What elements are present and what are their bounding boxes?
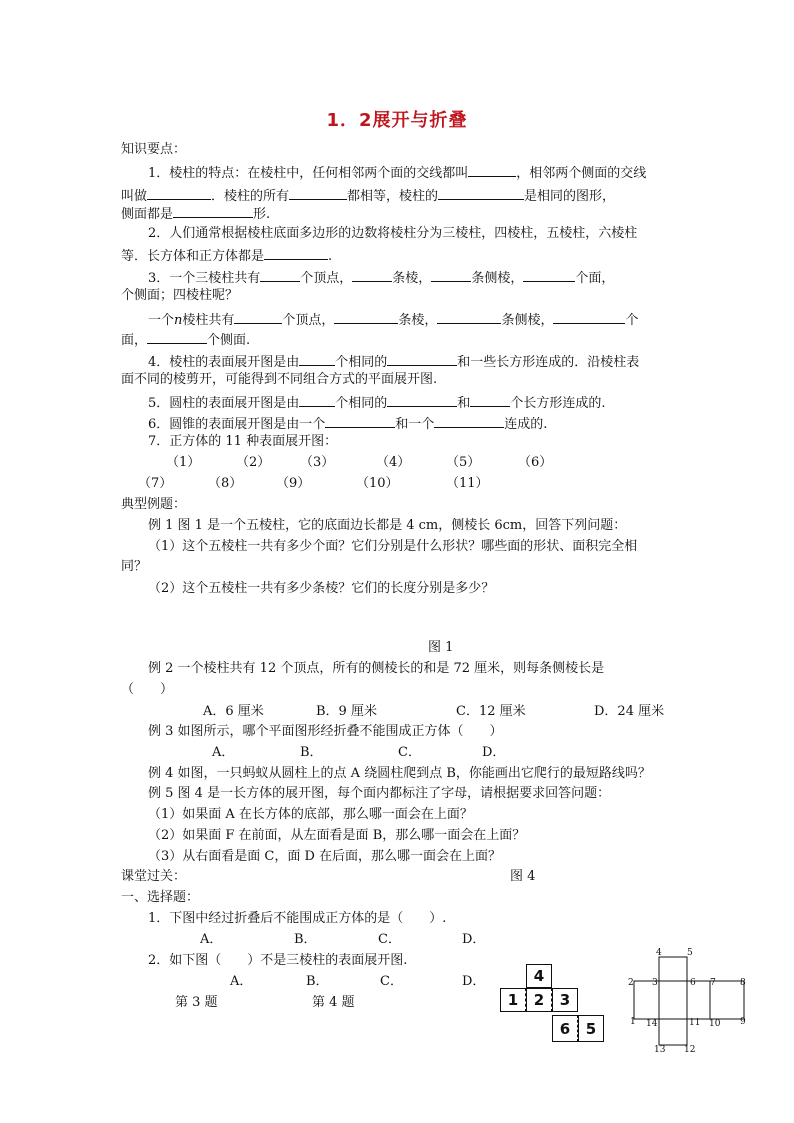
question-2-option-a: A． bbox=[230, 974, 253, 989]
example-1-line-3: 同？ bbox=[121, 559, 148, 574]
example-1-line-4: （2）这个五棱柱一共有多少条棱？它们的长度分别是多少？ bbox=[148, 581, 495, 596]
net-cell-1: 1 bbox=[500, 988, 526, 1012]
net-cell-4: 4 bbox=[526, 964, 552, 988]
question-1-option-b: B． bbox=[294, 932, 317, 947]
net-label-11: （11） bbox=[446, 476, 489, 491]
question-2-option-c: C． bbox=[380, 974, 403, 989]
net-label-7: （7） bbox=[138, 476, 173, 491]
knowledge-item-4-line-2: 面不同的棱剪开，可能得到不同组合方式的平面展开图. bbox=[121, 372, 438, 387]
net-label-9: （9） bbox=[276, 476, 311, 491]
net-cell-6: 6 bbox=[552, 1015, 578, 1042]
example-3-option-b: B． bbox=[300, 745, 323, 760]
question-1-option-d: D． bbox=[462, 932, 486, 947]
vertex-label-10: 10 bbox=[709, 1019, 721, 1029]
section-heading-knowledge: 知识要点： bbox=[121, 142, 187, 157]
knowledge-item-3-line-1: 3．一个三棱柱共有 个顶点， 条棱， 条侧棱， 个面， bbox=[148, 268, 614, 287]
vertex-label-11: 11 bbox=[689, 1018, 701, 1028]
vertex-label-5: 5 bbox=[687, 948, 693, 958]
knowledge-item-1-line-2: 叫做 ．棱柱的所有 都相等，棱柱的 是相同的图形， bbox=[121, 186, 615, 205]
example-3-option-d: D． bbox=[482, 745, 506, 760]
example-1-line-1: 例 1 图 1 是一个五棱柱，它的底面边长都是 4 cm，侧棱长 6cm，回答下列问题： bbox=[148, 518, 627, 533]
prism-net-figure bbox=[626, 948, 752, 1056]
example-3: 例 3 如图所示，哪个平面图形经折叠不能围成正方体（ ） bbox=[148, 724, 503, 739]
cube-net-figure bbox=[500, 964, 610, 1044]
example-1-line-2: （1）这个五棱柱一共有多少个面？它们分别是什么形状？哪些面的形状、面积完全相 bbox=[148, 539, 638, 554]
knowledge-item-3-line-3: 一个n棱柱共有 个顶点， 条棱， 条侧棱， 个 bbox=[148, 310, 638, 329]
net-label-8: （8） bbox=[208, 476, 243, 491]
example-5-question-2: （2）如果面 F 在前面，从左面看是面 B，那么哪一面会在上面？ bbox=[148, 828, 526, 843]
section-heading-examples: 典型例题： bbox=[121, 497, 187, 512]
example-3-option-c: C． bbox=[398, 745, 421, 760]
knowledge-item-3-line-2: 个侧面；四棱柱呢？ bbox=[121, 288, 239, 303]
net-cell-5: 5 bbox=[578, 1015, 604, 1042]
net-label-5: （5） bbox=[446, 455, 481, 470]
knowledge-item-5: 5．圆柱的表面展开图是由 个相同的 和 个长方形连成的. bbox=[148, 393, 605, 412]
net-label-3: （3） bbox=[300, 455, 335, 470]
net-cell-3: 3 bbox=[552, 988, 578, 1012]
example-5-question-1: （1）如果面 A 在长方体的底部，那么哪一面会在上面？ bbox=[148, 807, 473, 822]
knowledge-item-2-line-2: 等．长方体和正方体都是 . bbox=[121, 246, 332, 265]
knowledge-item-6: 6．圆锥的表面展开图是由一个 和一个 连成的. bbox=[148, 414, 547, 433]
vertex-label-14: 14 bbox=[646, 1019, 658, 1029]
figure-4-caption: 图 4 bbox=[510, 869, 536, 884]
question-1-option-c: C． bbox=[378, 932, 401, 947]
section-choice-heading: 一、选择题： bbox=[121, 890, 200, 905]
net-label-2: （2） bbox=[236, 455, 271, 470]
vertex-label-1: 1 bbox=[630, 1017, 636, 1027]
vertex-label-9: 9 bbox=[740, 1017, 746, 1027]
knowledge-item-1-line-1: 1．棱柱的特点：在棱柱中，任何相邻两个面的交线都叫 ，相邻两个侧面的交线 bbox=[148, 163, 646, 182]
example-2-option-a: A．6 厘米 bbox=[203, 704, 264, 719]
caption-question-4: 第 4 题 bbox=[312, 995, 355, 1010]
example-2-option-b: B．9 厘米 bbox=[316, 704, 377, 719]
net-label-10: （10） bbox=[356, 476, 399, 491]
question-1-option-a: A． bbox=[200, 932, 223, 947]
net-cell-2: 2 bbox=[526, 988, 552, 1012]
vertex-label-3: 3 bbox=[652, 978, 658, 988]
example-4: 例 4 如图，一只蚂蚁从圆柱上的点 A 绕圆柱爬到点 B，你能画出它爬行的最短路线吗？ bbox=[148, 766, 651, 781]
example-2-option-c: C．12 厘米 bbox=[456, 704, 526, 719]
question-2: 2．如下图（ ）不是三棱柱的表面展开图. bbox=[148, 953, 408, 968]
prism-net-lines bbox=[626, 948, 752, 1056]
knowledge-item-7: 7．正方体的 11 种表面展开图： bbox=[148, 434, 338, 449]
vertex-label-13: 13 bbox=[654, 1045, 666, 1055]
example-5: 例 5 图 4 是一长方体的展开图，每个面内都标注了字母，请根据要求回答问题： bbox=[148, 786, 611, 801]
example-3-option-a: A． bbox=[212, 745, 235, 760]
question-1: 1．下图中经过折叠后不能围成正方体的是（ ）. bbox=[148, 911, 447, 926]
example-2-option-d: D．24 厘米 bbox=[594, 704, 665, 719]
knowledge-item-2-line-1: 2．人们通常根据棱柱底面多边形的边数将棱柱分为三棱柱，四棱柱，五棱柱，六棱柱 bbox=[148, 226, 638, 241]
vertex-label-4: 4 bbox=[656, 948, 662, 958]
knowledge-item-1-line-3: 侧面都是 形. bbox=[121, 204, 270, 223]
question-2-option-d: D． bbox=[462, 974, 486, 989]
net-label-4: （4） bbox=[376, 455, 411, 470]
page-title: 1．2展开与折叠 bbox=[326, 110, 468, 131]
caption-question-3: 第 3 题 bbox=[175, 995, 218, 1010]
net-label-6: （6） bbox=[518, 455, 553, 470]
vertex-label-2: 2 bbox=[628, 978, 634, 988]
question-2-option-b: B． bbox=[306, 974, 329, 989]
example-2-line-2: （ ） bbox=[121, 682, 174, 697]
vertex-label-7: 7 bbox=[710, 978, 716, 988]
example-5-question-3: （3）从右面看是面 C，面 D 在后面，那么哪一面会在上面？ bbox=[148, 849, 502, 864]
section-heading-practice: 课堂过关： bbox=[121, 869, 187, 884]
net-label-1: （1） bbox=[166, 455, 201, 470]
knowledge-item-4-line-1: 4．棱柱的表面展开图是由 个相同的 和一些长方形连成的．沿棱柱表 bbox=[148, 352, 639, 371]
vertex-label-12: 12 bbox=[684, 1045, 696, 1055]
vertex-label-8: 8 bbox=[740, 978, 746, 988]
knowledge-item-3-line-4: 面， 个侧面. bbox=[121, 330, 250, 349]
example-2-line-1: 例 2 一个棱柱共有 12 个顶点，所有的侧棱长的和是 72 厘米，则每条侧棱长是 bbox=[148, 661, 605, 676]
vertex-label-6: 6 bbox=[690, 978, 696, 988]
figure-1-caption: 图 1 bbox=[428, 640, 454, 655]
